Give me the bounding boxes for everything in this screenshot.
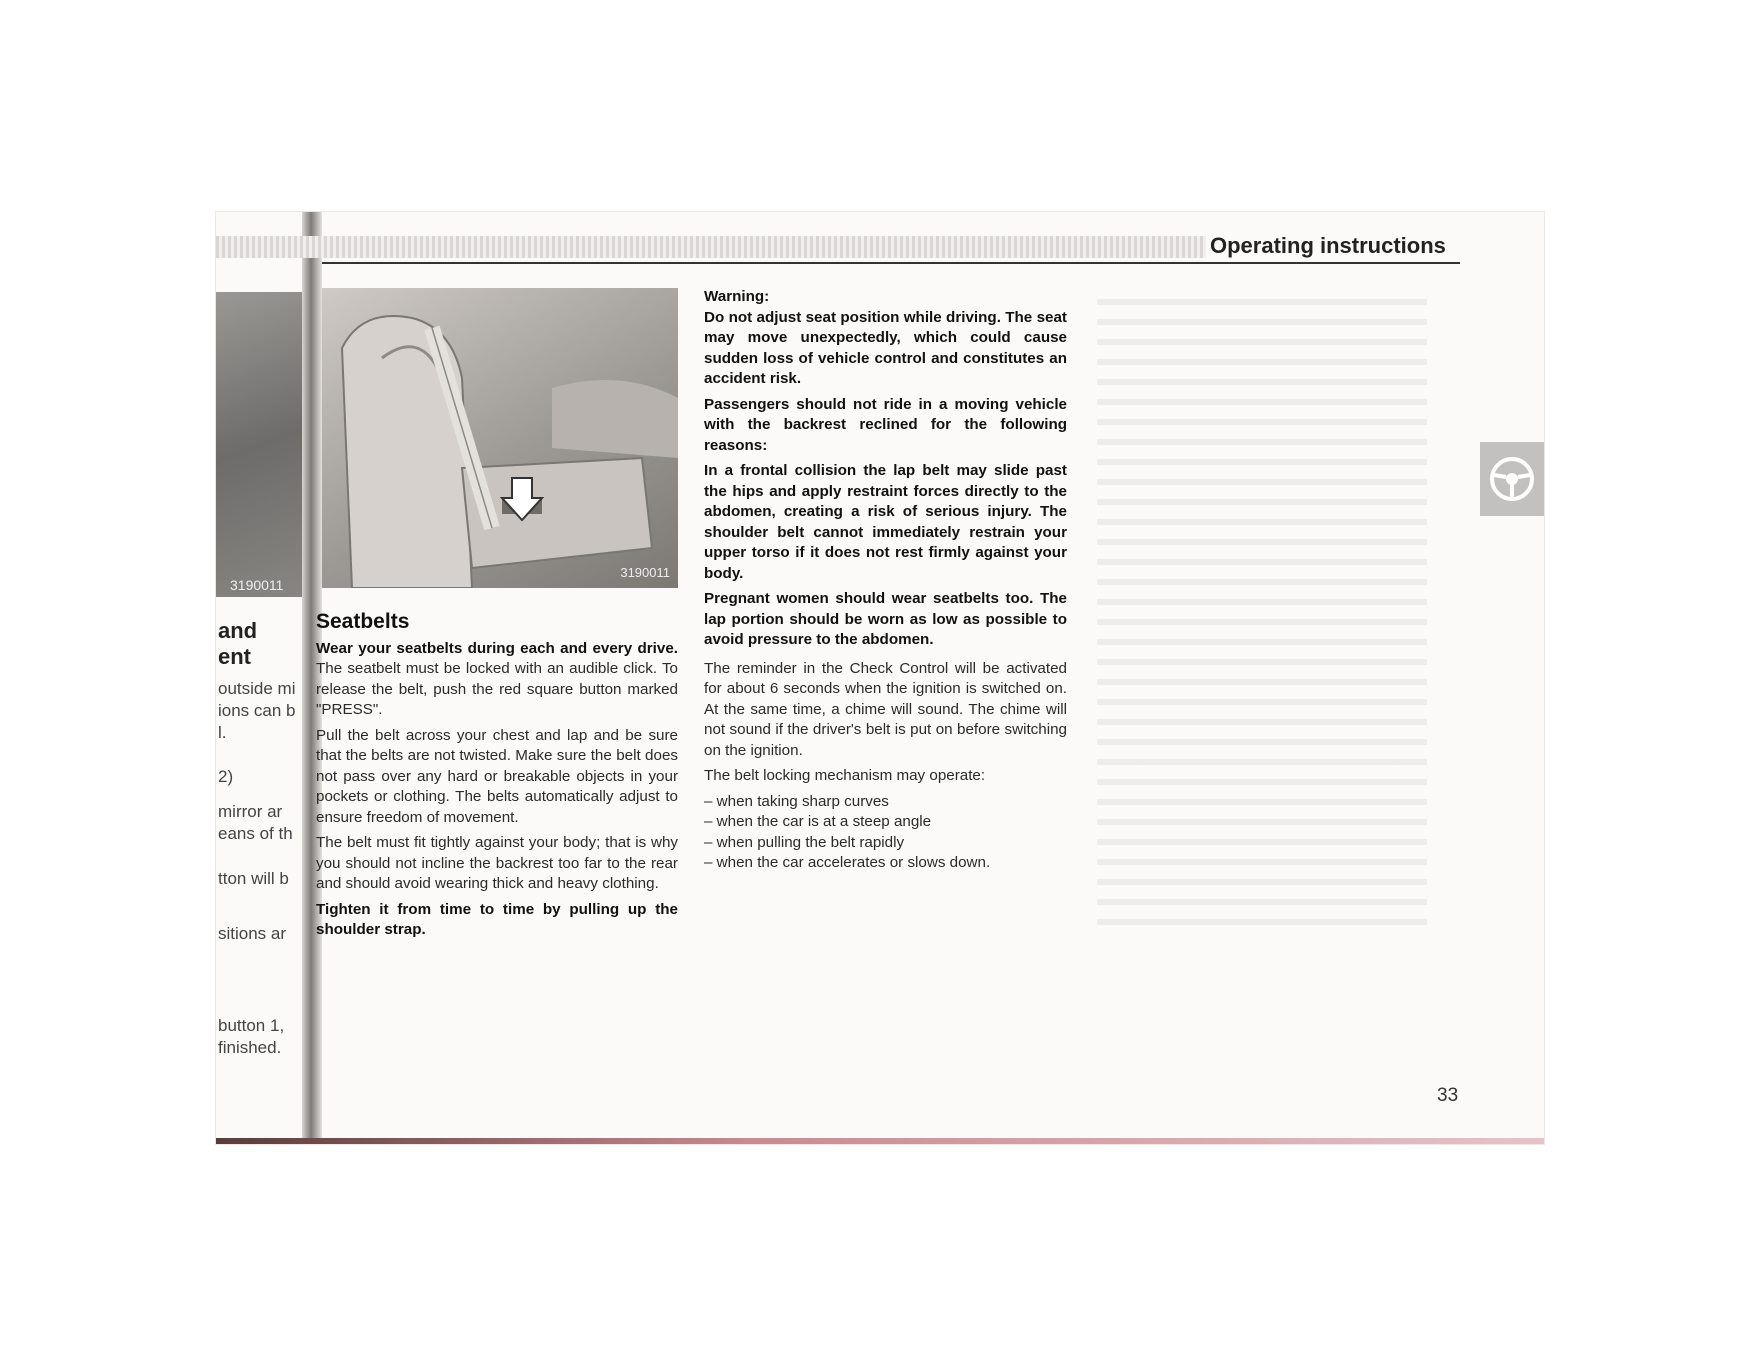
warning-label: Warning:: [704, 288, 770, 305]
warning-paragraph: In a frontal collision the lap belt may slide past the hips and apply restraint forces directly to the abdomen, creating a risk of serious injury. The shoulder belt cannot immediately restrain your upper torso if it does not rest firmly against your body.: [704, 462, 1067, 582]
previous-page-photo: [216, 292, 306, 597]
previous-fragment: tton will b: [218, 869, 289, 888]
list-item: – when taking sharp curves: [704, 792, 889, 810]
paragraph: The belt must fit tightly against your body; that is why you should not incline the backrest too far to the rear and should avoid wearing thick and heavy clothing.: [316, 834, 678, 892]
seat-belt-photo: [322, 288, 678, 588]
page-edge: [216, 1138, 1544, 1144]
previous-fragment: button 1,: [218, 1016, 285, 1035]
previous-fragment: 2): [218, 767, 234, 786]
list-item: – when the car accelerates or slows down.: [704, 854, 991, 871]
paragraph: The reminder in the Check Control will be activated for about 6 seconds when the ignition is switched on. At the same time, a chime will sound. The chime will not sound if the driver's belt is put on before switching on the ignition.: [704, 659, 1067, 759]
photo-code: 3190011: [620, 565, 670, 580]
page-header-title: Operating instructions: [1210, 233, 1446, 258]
list-item: – when pulling the belt rapidly: [704, 833, 905, 851]
header-band: [216, 236, 1206, 258]
previous-fragment: mirror ar: [218, 802, 283, 821]
steering-wheel-icon: [1480, 442, 1544, 516]
warning-paragraph: Pregnant women should wear seatbelts too. The lap portion should be worn as low as possible to avoid pressure to the abdomen.: [704, 590, 1067, 648]
previous-photo-code: 3190011: [230, 577, 284, 593]
previous-fragment: outside mi: [218, 679, 296, 698]
faded-column: [1097, 285, 1427, 925]
previous-fragment: eans of th: [218, 824, 293, 843]
section-heading: Seatbelts: [316, 610, 410, 633]
paragraph: Tighten it from time to time by pulling up the shoulder strap.: [316, 900, 678, 938]
previous-fragment: ent: [218, 644, 251, 669]
section-tab: [1480, 442, 1544, 516]
paragraph: Wear your seatbelts during each and every drive. The seatbelt must be locked with an audible click. To release the belt, push the red square button marked "PRESS".: [316, 639, 678, 718]
header-rule: [322, 262, 1460, 264]
previous-fragment: finished.: [218, 1038, 282, 1057]
seatbelts-column: [316, 612, 678, 946]
warning-column: [704, 287, 1067, 874]
seat-illustration: [322, 288, 678, 588]
previous-fragment: l.: [218, 723, 227, 742]
previous-fragment: ions can b: [218, 701, 296, 720]
operation-list: [704, 792, 1067, 874]
previous-fragment: sitions ar: [218, 924, 287, 943]
previous-fragment: and: [218, 618, 258, 643]
previous-page-edge: [216, 212, 306, 1144]
warning-paragraph: Passengers should not ride in a moving vehicle with the backrest reclined for the following reasons:: [704, 395, 1067, 454]
warning-paragraph: Do not adjust seat position while driving. The seat may move unexpectedly, which could cause sudden loss of vehicle control and constitutes an accident risk.: [704, 308, 1067, 387]
paragraph: Pull the belt across your chest and lap and be sure that the belts are not twisted. Make sure the belt does not pass over any hard or breakable objects in your pockets or clothing. The belts automatically adjust to ensure freedom of movement.: [316, 726, 678, 826]
list-item: – when the car is at a steep angle: [704, 813, 932, 830]
paragraph: The belt locking mechanism may operate:: [704, 767, 986, 784]
page-number: 33: [1437, 1085, 1459, 1106]
